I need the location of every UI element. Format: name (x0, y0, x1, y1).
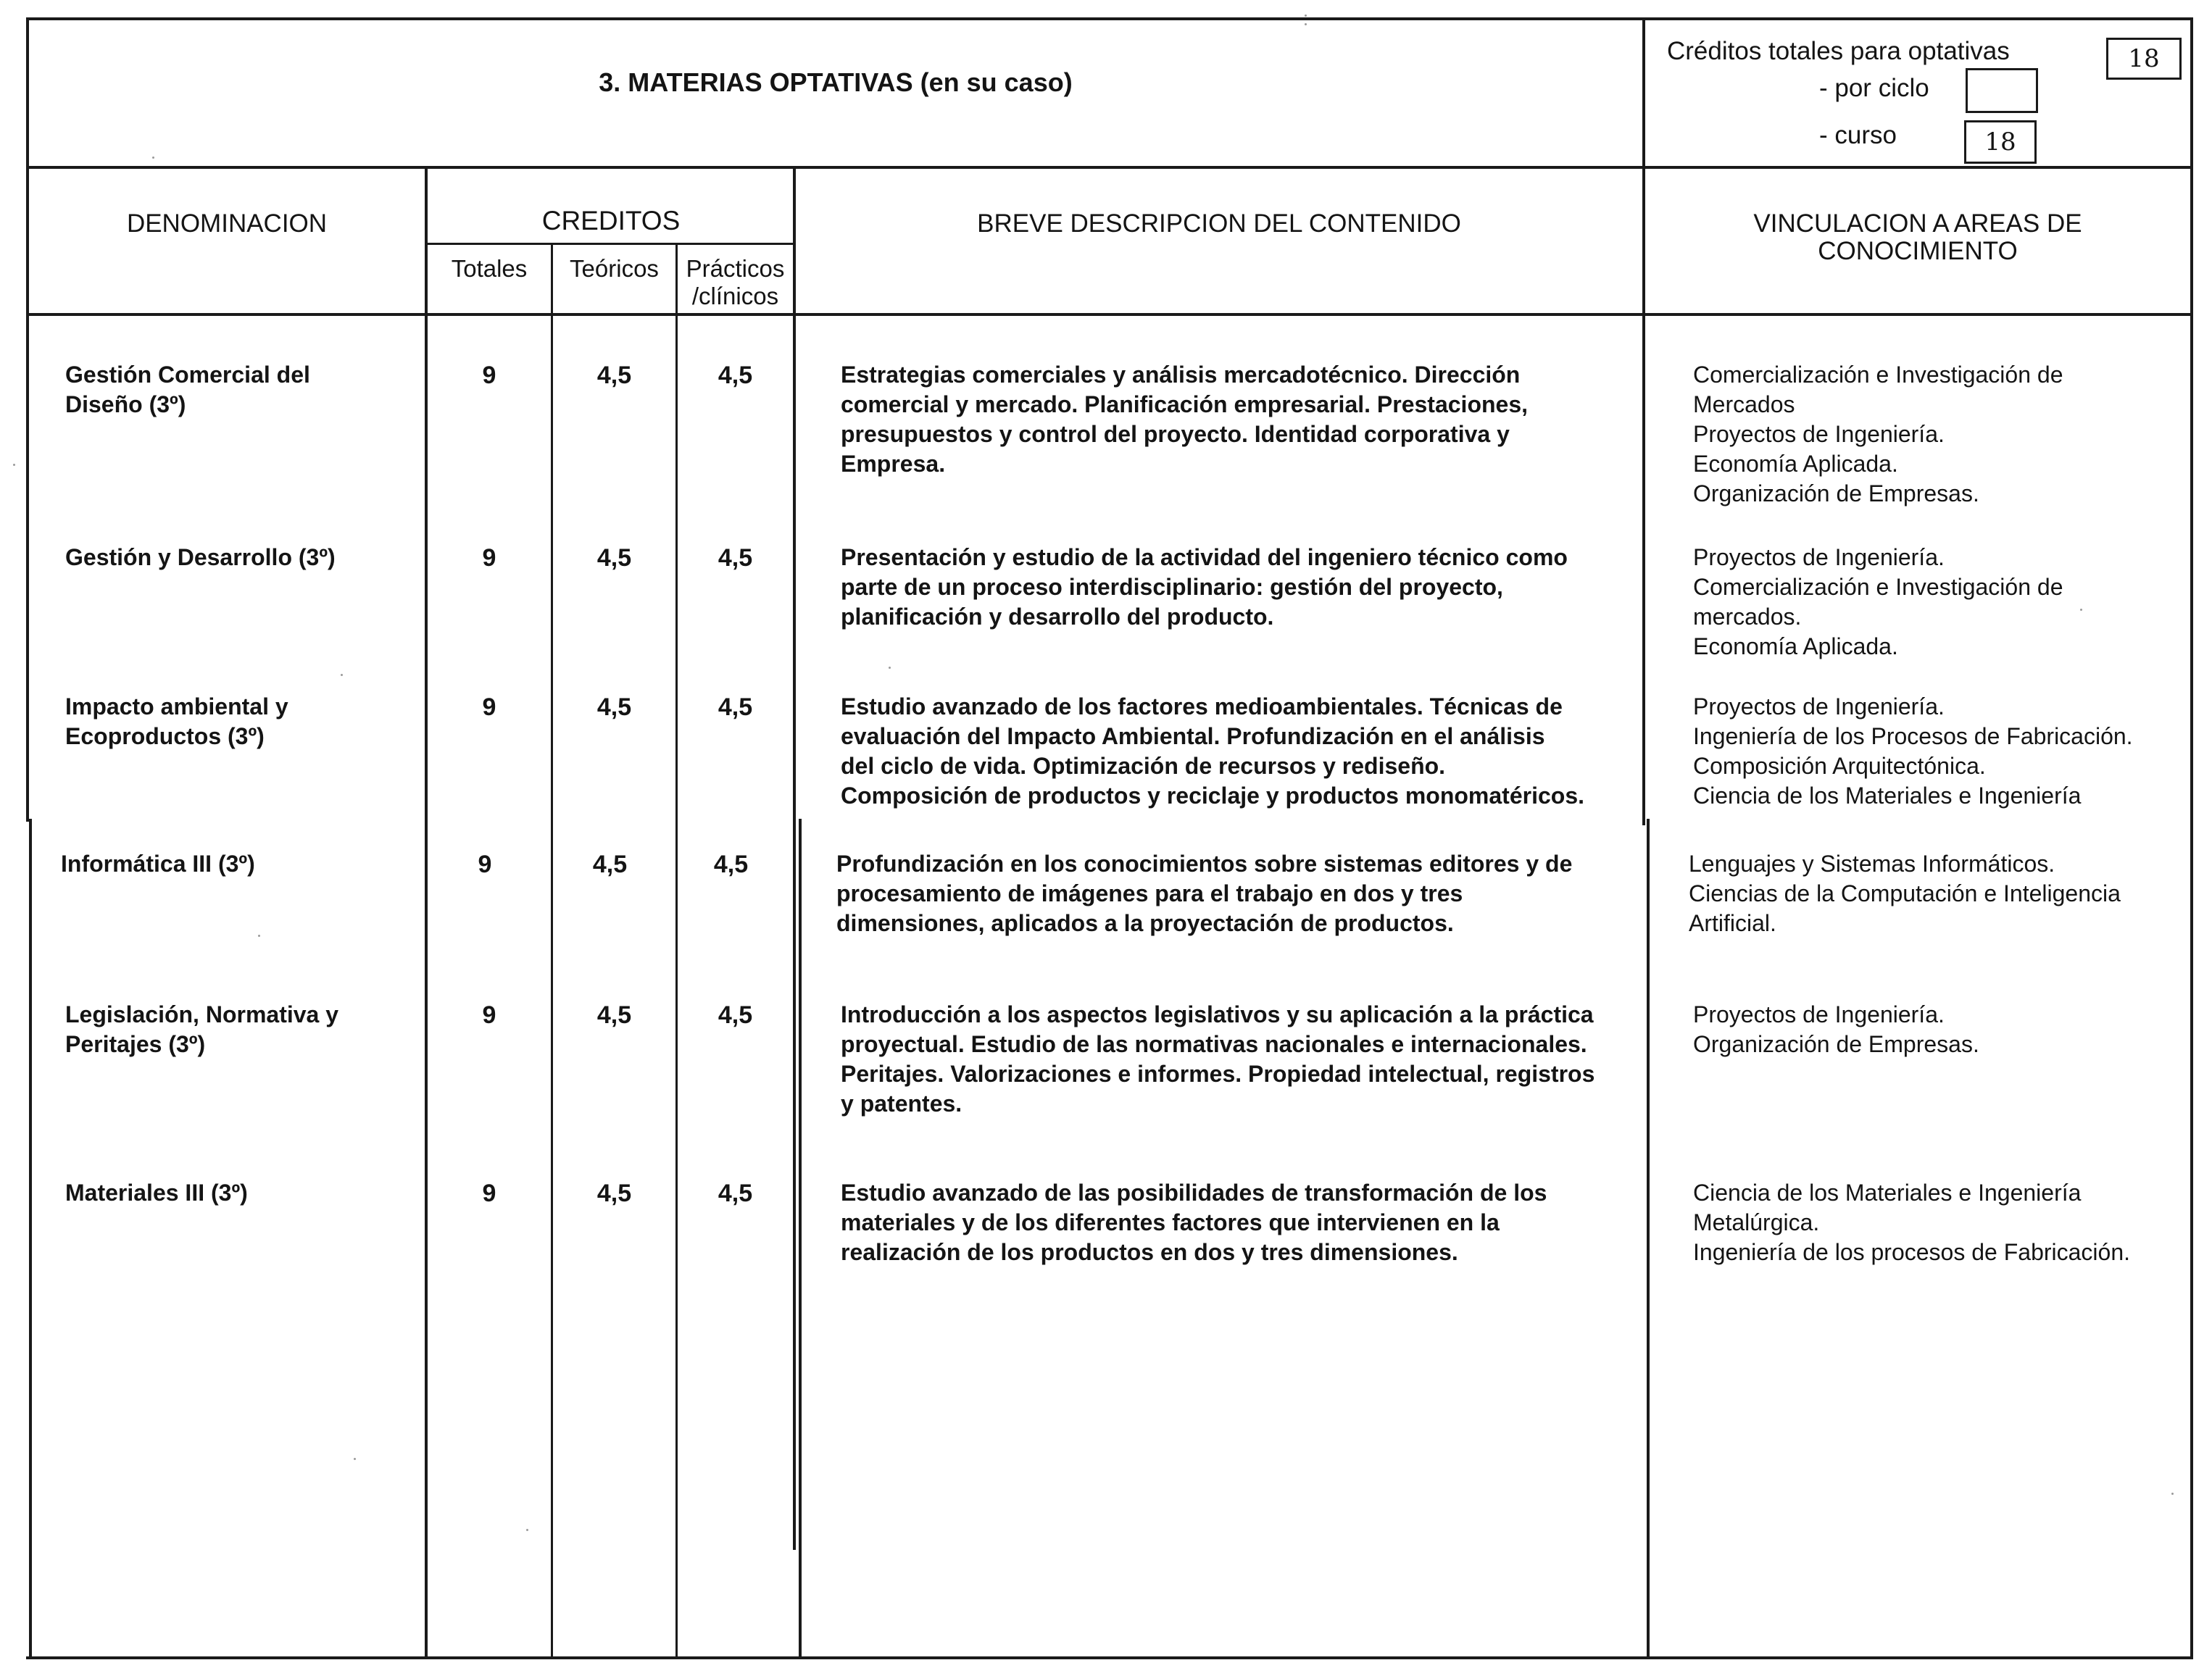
row-name-line: Gestión Comercial del (65, 362, 310, 388)
scan-speck (526, 1529, 528, 1531)
row-description-line: Profundización en los conocimientos sobre sistemas editores y de (836, 851, 1573, 877)
scan-speck (2171, 1493, 2174, 1495)
row-knowledge-areas-line: Ciencia de los Materiales e Ingeniería (1693, 1180, 2082, 1206)
row-description-line: evaluación del Impacto Ambiental. Profundización en el análisis (841, 723, 1545, 749)
row-knowledge-areas (1689, 849, 2121, 938)
row-description-line: Empresa. (841, 451, 946, 477)
description-column-divider-lower (1647, 819, 1650, 1659)
scan-speck (354, 1458, 356, 1460)
row-description (841, 543, 1568, 632)
row-knowledge-areas-line: Lenguajes y Sistemas Informáticos. (1689, 851, 2055, 877)
row-practical-credits: 4,5 (718, 544, 753, 572)
column-header-name: DENOMINACION (126, 209, 328, 238)
scan-speck (1305, 23, 1307, 25)
row-description (841, 1000, 1594, 1119)
row-theory-credits: 4,5 (596, 544, 632, 572)
row-name-line: Legislación, Normativa y (65, 1001, 339, 1027)
row-knowledge-areas-line: Proyectos de Ingeniería. (1693, 421, 1945, 447)
row-knowledge-areas-line: Economía Aplicada. (1693, 633, 1898, 659)
row-knowledge-areas-line: Ingeniería de los Procesos de Fabricación. (1693, 723, 2133, 749)
row-practical-credits: 4,5 (718, 1001, 753, 1029)
column-header-practical-1: Prácticos (686, 255, 785, 282)
column-header-theory: Teóricos (570, 255, 659, 282)
row-knowledge-areas-line: Mercados (1693, 391, 1795, 417)
row-name (61, 849, 255, 879)
row-description (841, 360, 1528, 479)
row-total-credits: 9 (482, 693, 496, 721)
row-total-credits: 9 (482, 1001, 496, 1029)
scan-speck (341, 674, 343, 676)
column-header-practical-2: /clínicos (691, 283, 779, 309)
credits-subheader-rule (426, 243, 794, 245)
row-description-line: planificación y desarrollo del producto. (841, 604, 1274, 630)
credits-total-label: Créditos totales para optativas (1667, 37, 2010, 65)
row-description-line: Estudio avanzado de los factores medioambientales. Técnicas de (841, 693, 1563, 720)
per-cycle-box (1966, 68, 2038, 113)
theory-column-divider (675, 243, 678, 1659)
row-theory-credits: 4,5 (596, 1180, 632, 1207)
column-header-bottom-rule (26, 313, 2193, 316)
left-border (26, 17, 29, 822)
row-knowledge-areas-line: Artificial. (1689, 910, 1776, 936)
scan-speck (13, 464, 15, 466)
left-border-lower (29, 819, 32, 1659)
course-box: 18 (1964, 120, 2037, 164)
row-name (65, 1178, 248, 1208)
column-header-areas-1: VINCULACION A AREAS DE (1753, 209, 2082, 238)
row-name-line: Informática III (3º) (61, 851, 255, 877)
row-knowledge-areas (1693, 543, 2063, 662)
course-label: - curso (1819, 121, 1897, 149)
row-description-line: procesamiento de imágenes para el trabajo en dos y tres (836, 880, 1463, 906)
scan-speck (258, 935, 260, 937)
column-header-description: BREVE DESCRIPCION DEL CONTENIDO (977, 209, 1461, 238)
row-name-line: Materiales III (3º) (65, 1180, 248, 1206)
row-description-line: realización de los productos en dos y tres dimensiones. (841, 1239, 1458, 1265)
row-name (65, 360, 310, 420)
row-theory-credits: 4,5 (592, 851, 628, 878)
row-description-line: materiales y de los diferentes factores que intervienen en la (841, 1209, 1500, 1235)
row-description-line: del ciclo de vida. Optimización de recursos y rediseño. (841, 753, 1446, 779)
row-total-credits: 9 (482, 362, 496, 389)
row-total-credits: 9 (478, 851, 492, 878)
row-knowledge-areas (1693, 692, 2133, 811)
row-knowledge-areas-line: Comercialización e Investigación de (1693, 574, 2063, 600)
credits-total-box: 18 (2106, 38, 2182, 80)
row-knowledge-areas-line: Economía Aplicada. (1693, 451, 1898, 477)
row-total-credits: 9 (482, 544, 496, 572)
row-knowledge-areas-line: Ciencia de los Materiales e Ingeniería (1693, 783, 2082, 809)
row-description-line: Composición de productos y reciclaje y productos monomatéricos. (841, 783, 1584, 809)
table-top-border (26, 17, 2193, 20)
row-description-line: presupuestos y control del proyecto. Identidad corporativa y (841, 421, 1510, 447)
row-theory-credits: 4,5 (596, 693, 632, 721)
scan-speck (1305, 14, 1307, 17)
column-header-areas-2: CONOCIMIENTO (1818, 237, 2018, 265)
row-name-line: Diseño (3º) (65, 391, 186, 417)
row-knowledge-areas-line: Ciencias de la Computación e Inteligencia (1689, 880, 2121, 906)
header-bottom-rule (26, 166, 2193, 169)
column-header-credits: CREDITOS (541, 206, 681, 235)
row-name-line: Ecoproductos (3º) (65, 723, 265, 749)
row-knowledge-areas-line: Metalúrgica. (1693, 1209, 1820, 1235)
row-practical-credits: 4,5 (713, 851, 749, 878)
row-knowledge-areas-line: mercados. (1693, 604, 1802, 630)
row-description (841, 1178, 1547, 1267)
row-theory-credits: 4,5 (596, 362, 632, 389)
row-knowledge-areas-line: Comercialización e Investigación de (1693, 362, 2063, 388)
row-description (841, 692, 1584, 811)
row-practical-credits: 4,5 (718, 693, 753, 721)
row-description-line: Peritajes. Valorizaciones e informes. Propiedad intelectual, registros (841, 1061, 1595, 1087)
row-knowledge-areas-line: Organización de Empresas. (1693, 1031, 1979, 1057)
row-name-line: Peritajes (3º) (65, 1031, 206, 1057)
row-total-credits: 9 (482, 1180, 496, 1207)
row-theory-credits: 4,5 (596, 1001, 632, 1029)
row-practical-credits: 4,5 (718, 362, 753, 389)
row-description (836, 849, 1572, 938)
row-name-line: Impacto ambiental y (65, 693, 288, 720)
row-knowledge-areas (1693, 1000, 1979, 1059)
row-knowledge-areas-line: Ingeniería de los procesos de Fabricación. (1693, 1239, 2131, 1265)
row-knowledge-areas (1693, 360, 2063, 509)
column-header-total: Totales (451, 255, 528, 282)
row-description-line: y patentes. (841, 1091, 962, 1117)
scan-speck (2080, 609, 2082, 611)
row-practical-credits: 4,5 (718, 1180, 753, 1207)
row-description-line: Estrategias comerciales y análisis mercadotécnico. Dirección (841, 362, 1521, 388)
row-knowledge-areas-line: Composición Arquitectónica. (1693, 753, 1986, 779)
row-name (65, 543, 336, 572)
header-divider (1642, 17, 1645, 170)
row-knowledge-areas-line: Organización de Empresas. (1693, 480, 1979, 506)
total-column-divider (551, 243, 553, 1659)
row-description-line: Estudio avanzado de las posibilidades de transformación de los (841, 1180, 1547, 1206)
section-title: 3. MATERIAS OPTATIVAS (en su caso) (599, 67, 1073, 97)
row-knowledge-areas-line: Proyectos de Ingeniería. (1693, 693, 1945, 720)
scan-speck (889, 667, 891, 669)
row-description-line: comercial y mercado. Planificación empresarial. Prestaciones, (841, 391, 1529, 417)
row-description-line: parte de un proceso interdisciplinario: gestión del proyecto, (841, 574, 1503, 600)
right-border (2190, 17, 2193, 1659)
row-name (65, 1000, 338, 1059)
row-description-line: Introducción a los aspectos legislativos y su aplicación a la práctica (841, 1001, 1594, 1027)
row-knowledge-areas (1693, 1178, 2130, 1267)
table-bottom-border (26, 1656, 2193, 1659)
practical-column-divider-lower (799, 819, 802, 1659)
scan-speck (152, 157, 154, 159)
row-knowledge-areas-line: Proyectos de Ingeniería. (1693, 544, 1945, 570)
row-description-line: dimensiones, aplicados a la proyectación de productos. (836, 910, 1454, 936)
row-knowledge-areas-line: Proyectos de Ingeniería. (1693, 1001, 1945, 1027)
row-name (65, 692, 288, 751)
row-name-line: Gestión y Desarrollo (3º) (65, 544, 336, 570)
row-description-line: Presentación y estudio de la actividad del ingeniero técnico como (841, 544, 1568, 570)
row-description-line: proyectual. Estudio de las normativas nacionales e internacionales. (841, 1031, 1587, 1057)
practical-column-divider (793, 166, 796, 1550)
per-cycle-label: - por ciclo (1819, 74, 1929, 102)
